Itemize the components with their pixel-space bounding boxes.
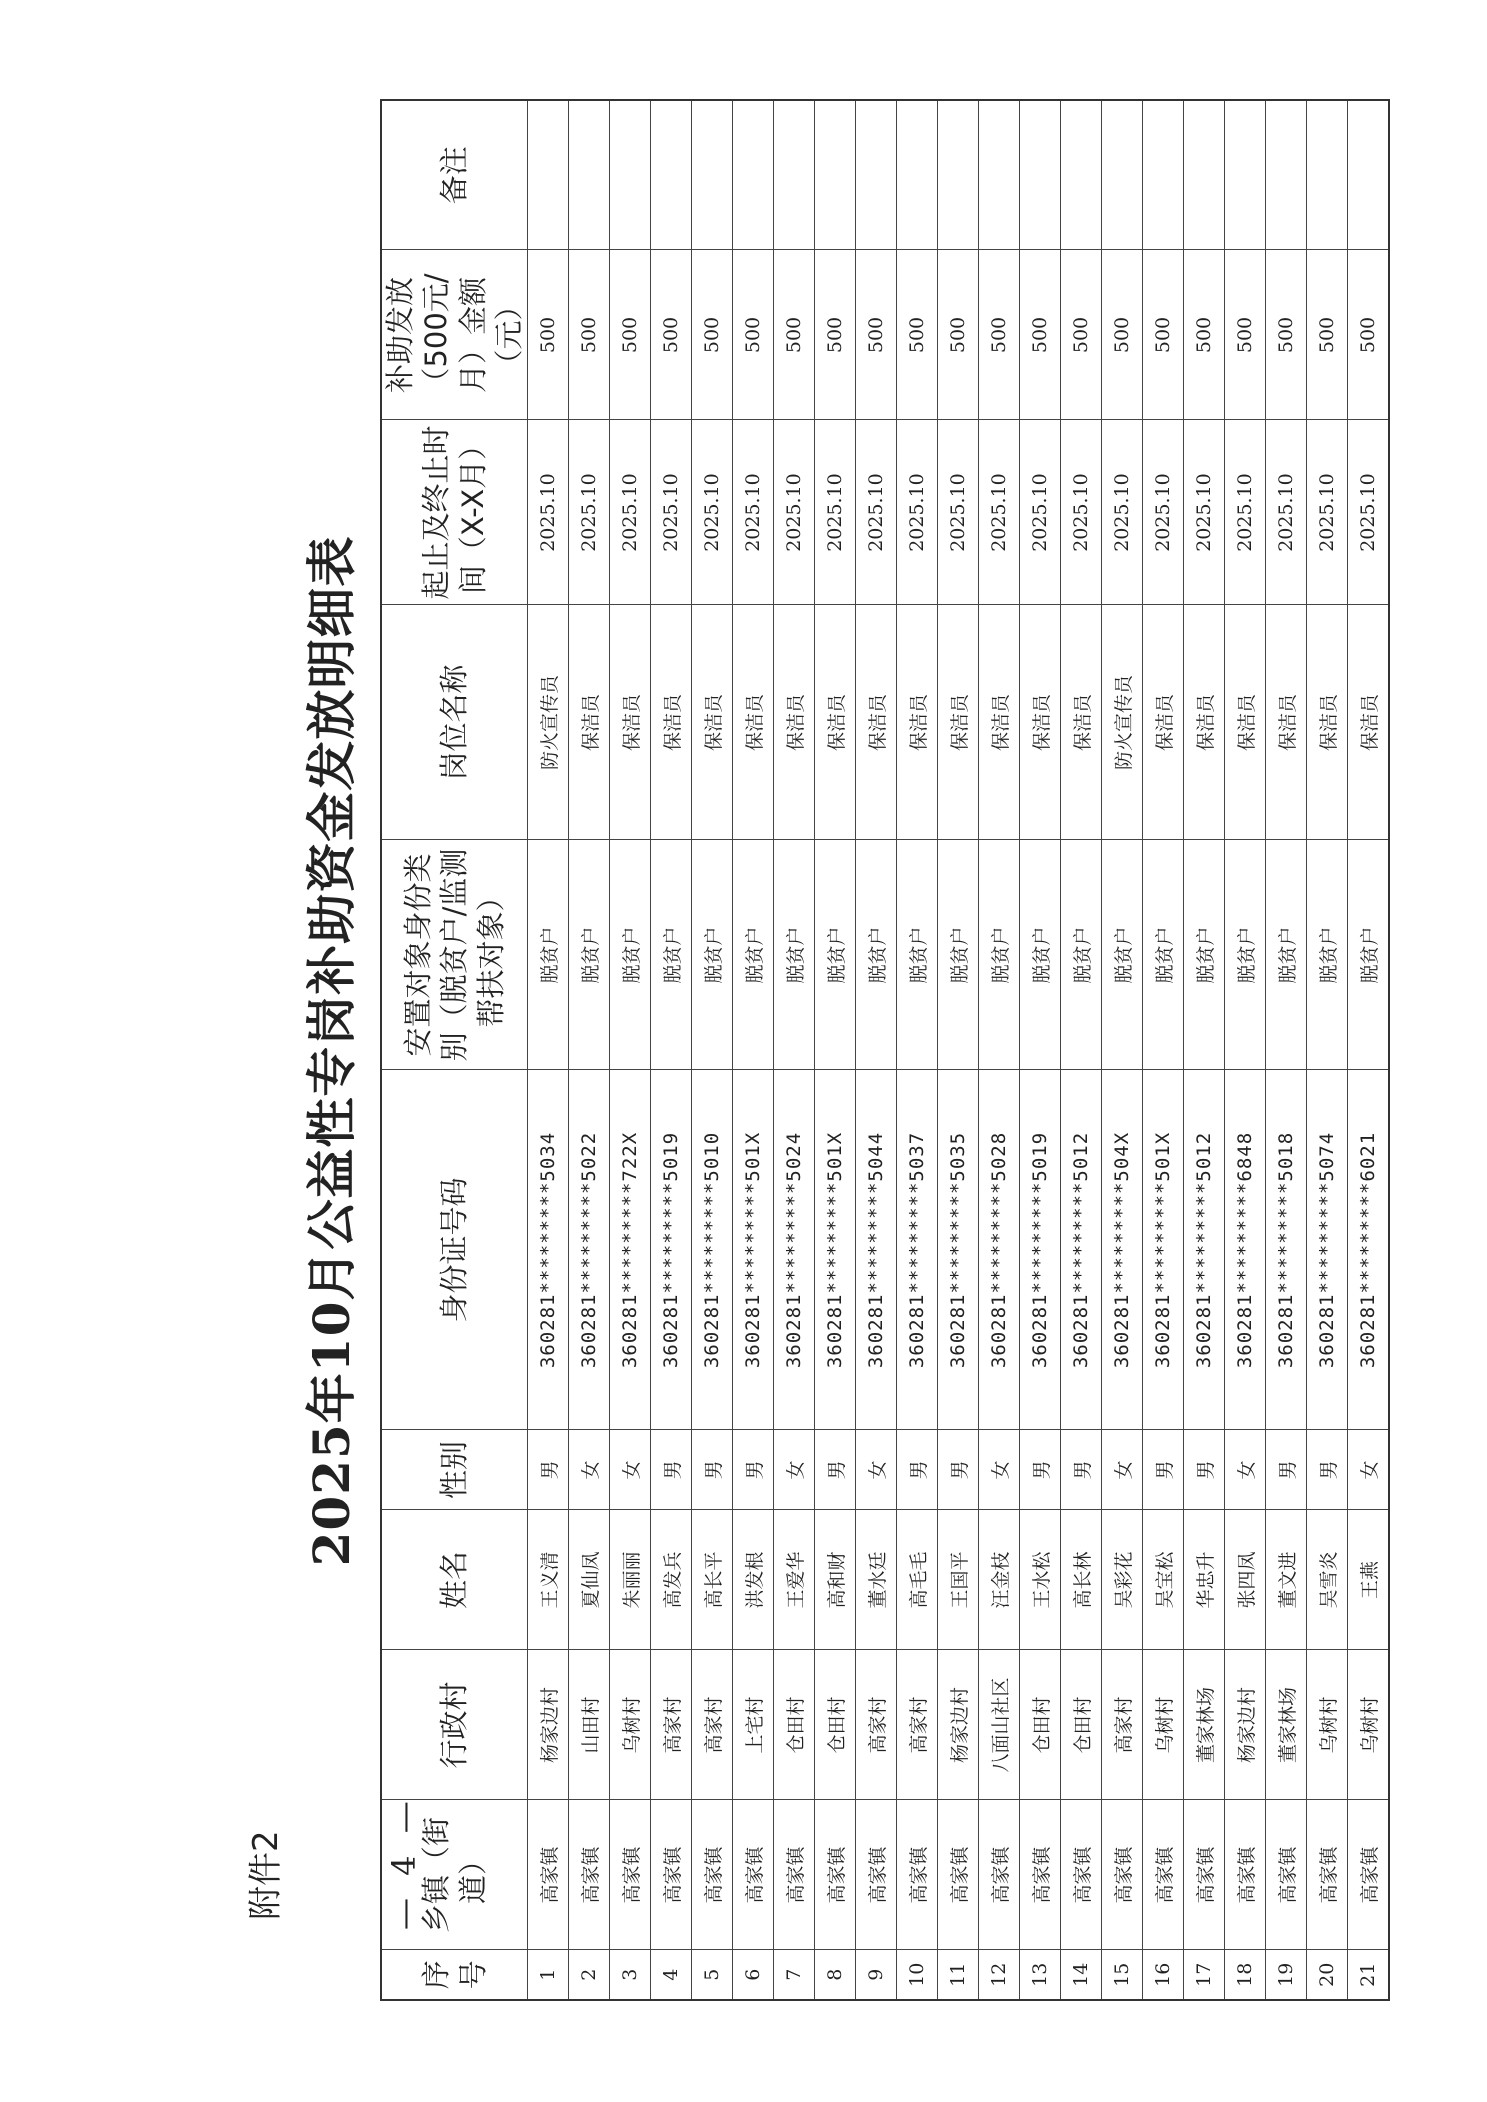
- cell-identity-category: 脱贫户: [1348, 840, 1390, 1070]
- table-row: [692, 100, 733, 2000]
- table-row: [1102, 100, 1143, 2000]
- cell-id-number: 360281*********6848: [1225, 1070, 1266, 1430]
- cell-village: 高家村: [1102, 1650, 1143, 1800]
- table-row: [938, 100, 979, 2000]
- cell-identity-category: 脱贫户: [1307, 840, 1348, 1070]
- cell-amount: 500: [651, 250, 692, 420]
- cell-id-number: 360281*********501X: [1143, 1070, 1184, 1430]
- cell-index: 18: [1225, 1950, 1266, 2000]
- table-row: [774, 100, 815, 2000]
- cell-village: 仓田村: [1020, 1650, 1061, 1800]
- cell-amount: 500: [897, 250, 938, 420]
- cell-identity-category: 脱贫户: [856, 840, 897, 1070]
- header-index: 序号: [381, 1950, 528, 2000]
- cell-gender: 女: [856, 1430, 897, 1510]
- cell-id-number: 360281*********5035: [938, 1070, 979, 1430]
- table-row: [1266, 100, 1307, 2000]
- table-row: [610, 100, 651, 2000]
- cell-index: 17: [1184, 1950, 1225, 2000]
- cell-position: 保洁员: [774, 605, 815, 840]
- cell-amount: 500: [1102, 250, 1143, 420]
- cell-identity-category: 脱贫户: [1184, 840, 1225, 1070]
- cell-id-number: 360281*********5024: [774, 1070, 815, 1430]
- cell-index: 5: [692, 1950, 733, 2000]
- cell-township: 高家镇: [733, 1800, 774, 1950]
- cell-township: 高家镇: [815, 1800, 856, 1950]
- cell-remark: [774, 100, 815, 250]
- header-id-number: 身份证号码: [381, 1070, 528, 1430]
- cell-remark: [1102, 100, 1143, 250]
- cell-village: 上宅村: [733, 1650, 774, 1800]
- cell-gender: 男: [938, 1430, 979, 1510]
- cell-village: 杨家边村: [938, 1650, 979, 1800]
- table-row: [897, 100, 938, 2000]
- cell-amount: 500: [610, 250, 651, 420]
- cell-village: 杨家边村: [528, 1650, 569, 1800]
- cell-village: 高家村: [651, 1650, 692, 1800]
- cell-index: 2: [569, 1950, 610, 2000]
- cell-period: 2025.10: [1061, 420, 1102, 605]
- cell-remark: [1184, 100, 1225, 250]
- cell-period: 2025.10: [979, 420, 1020, 605]
- cell-position: 保洁员: [692, 605, 733, 840]
- cell-id-number: 360281*********5010: [692, 1070, 733, 1430]
- cell-period: 2025.10: [1307, 420, 1348, 605]
- cell-position: 保洁员: [569, 605, 610, 840]
- table-row: [1348, 100, 1390, 2000]
- cell-township: 高家镇: [979, 1800, 1020, 1950]
- cell-identity-category: 脱贫户: [897, 840, 938, 1070]
- cell-identity-category: 脱贫户: [815, 840, 856, 1070]
- cell-identity-category: 脱贫户: [733, 840, 774, 1070]
- cell-name: 高长平: [692, 1510, 733, 1650]
- cell-remark: [856, 100, 897, 250]
- cell-village: 董家林场: [1266, 1650, 1307, 1800]
- table-row: [979, 100, 1020, 2000]
- cell-position: 保洁员: [651, 605, 692, 840]
- cell-index: 9: [856, 1950, 897, 2000]
- cell-id-number: 360281*********5034: [528, 1070, 569, 1430]
- cell-period: 2025.10: [610, 420, 651, 605]
- cell-identity-category: 脱贫户: [1225, 840, 1266, 1070]
- subsidy-table-wrapper: [380, 101, 1380, 2001]
- cell-village: 乌树村: [1307, 1650, 1348, 1800]
- cell-name: 洪发根: [733, 1510, 774, 1650]
- cell-township: 高家镇: [651, 1800, 692, 1950]
- cell-remark: [1266, 100, 1307, 250]
- cell-position: 保洁员: [1143, 605, 1184, 840]
- cell-position: 保洁员: [1061, 605, 1102, 840]
- cell-gender: 女: [1225, 1430, 1266, 1510]
- attachment-label: 附件2: [246, 1830, 286, 1920]
- cell-period: 2025.10: [1102, 420, 1143, 605]
- cell-position: 保洁员: [1184, 605, 1225, 840]
- cell-amount: 500: [1225, 250, 1266, 420]
- cell-township: 高家镇: [1307, 1800, 1348, 1950]
- cell-amount: 500: [1061, 250, 1102, 420]
- cell-identity-category: 脱贫户: [569, 840, 610, 1070]
- cell-name: 朱丽丽: [610, 1510, 651, 1650]
- cell-period: 2025.10: [569, 420, 610, 605]
- cell-period: 2025.10: [1184, 420, 1225, 605]
- cell-township: 高家镇: [938, 1800, 979, 1950]
- cell-gender: 男: [1184, 1430, 1225, 1510]
- cell-identity-category: 脱贫户: [610, 840, 651, 1070]
- cell-amount: 500: [979, 250, 1020, 420]
- cell-index: 20: [1307, 1950, 1348, 2000]
- header-name: 姓名: [381, 1510, 528, 1650]
- cell-identity-category: 脱贫户: [979, 840, 1020, 1070]
- cell-remark: [979, 100, 1020, 250]
- cell-index: 10: [897, 1950, 938, 2000]
- cell-name: 高和财: [815, 1510, 856, 1650]
- header-township: 乡镇（街道）: [381, 1800, 528, 1950]
- cell-remark: [610, 100, 651, 250]
- cell-index: 4: [651, 1950, 692, 2000]
- cell-name: 张四凤: [1225, 1510, 1266, 1650]
- cell-township: 高家镇: [1020, 1800, 1061, 1950]
- cell-gender: 女: [1102, 1430, 1143, 1510]
- cell-gender: 男: [897, 1430, 938, 1510]
- cell-name: 董水廷: [856, 1510, 897, 1650]
- cell-amount: 500: [692, 250, 733, 420]
- cell-index: 8: [815, 1950, 856, 2000]
- cell-gender: 男: [1266, 1430, 1307, 1510]
- cell-position: 保洁员: [733, 605, 774, 840]
- rotated-page: [280, 101, 1380, 2001]
- cell-position: 保洁员: [1020, 605, 1061, 840]
- cell-gender: 女: [610, 1430, 651, 1510]
- cell-identity-category: 脱贫户: [1143, 840, 1184, 1070]
- cell-gender: 男: [1020, 1430, 1061, 1510]
- cell-id-number: 360281*********5074: [1307, 1070, 1348, 1430]
- cell-id-number: 360281*********6021: [1348, 1070, 1390, 1430]
- cell-identity-category: 脱贫户: [692, 840, 733, 1070]
- cell-period: 2025.10: [692, 420, 733, 605]
- cell-name: 吴宝松: [1143, 1510, 1184, 1650]
- cell-village: 八面山社区: [979, 1650, 1020, 1800]
- cell-identity-category: 脱贫户: [774, 840, 815, 1070]
- document-title: 2025年10月公益性专岗补助资金发放明细表: [302, 535, 361, 1567]
- cell-remark: [1143, 100, 1184, 250]
- cell-index: 11: [938, 1950, 979, 2000]
- cell-identity-category: 脱贫户: [1020, 840, 1061, 1070]
- cell-position: 保洁员: [1266, 605, 1307, 840]
- cell-position: 保洁员: [979, 605, 1020, 840]
- cell-township: 高家镇: [1102, 1800, 1143, 1950]
- header-remark: 备注: [381, 100, 528, 250]
- cell-amount: 500: [1266, 250, 1307, 420]
- cell-index: 1: [528, 1950, 569, 2000]
- cell-period: 2025.10: [733, 420, 774, 605]
- table-row: [856, 100, 897, 2000]
- cell-township: 高家镇: [1184, 1800, 1225, 1950]
- cell-remark: [1348, 100, 1390, 250]
- table-row: [1020, 100, 1061, 2000]
- cell-period: 2025.10: [1143, 420, 1184, 605]
- cell-amount: 500: [1020, 250, 1061, 420]
- cell-identity-category: 脱贫户: [1266, 840, 1307, 1070]
- cell-township: 高家镇: [897, 1800, 938, 1950]
- cell-amount: 500: [938, 250, 979, 420]
- cell-village: 高家村: [897, 1650, 938, 1800]
- cell-name: 华忠升: [1184, 1510, 1225, 1650]
- cell-gender: 女: [979, 1430, 1020, 1510]
- table-row: [1061, 100, 1102, 2000]
- cell-index: 3: [610, 1950, 651, 2000]
- cell-gender: 男: [1061, 1430, 1102, 1510]
- cell-period: 2025.10: [1225, 420, 1266, 605]
- cell-name: 吴雪炎: [1307, 1510, 1348, 1650]
- cell-township: 高家镇: [856, 1800, 897, 1950]
- cell-name: 王国平: [938, 1510, 979, 1650]
- cell-period: 2025.10: [651, 420, 692, 605]
- cell-amount: 500: [733, 250, 774, 420]
- cell-id-number: 360281*********501X: [815, 1070, 856, 1430]
- cell-name: 王水松: [1020, 1510, 1061, 1650]
- cell-index: 14: [1061, 1950, 1102, 2000]
- cell-gender: 男: [1307, 1430, 1348, 1510]
- cell-index: 16: [1143, 1950, 1184, 2000]
- cell-village: 高家村: [692, 1650, 733, 1800]
- cell-index: 12: [979, 1950, 1020, 2000]
- cell-gender: 男: [692, 1430, 733, 1510]
- cell-village: 高家村: [856, 1650, 897, 1800]
- cell-amount: 500: [774, 250, 815, 420]
- page-number: — 4 —: [385, 1795, 423, 1930]
- cell-village: 仓田村: [774, 1650, 815, 1800]
- cell-id-number: 360281*********5044: [856, 1070, 897, 1430]
- cell-position: 保洁员: [610, 605, 651, 840]
- table-row: [815, 100, 856, 2000]
- cell-gender: 女: [774, 1430, 815, 1510]
- cell-amount: 500: [1348, 250, 1390, 420]
- cell-position: 防火宣传员: [1102, 605, 1143, 840]
- cell-id-number: 360281*********5037: [897, 1070, 938, 1430]
- header-gender: 性别: [381, 1430, 528, 1510]
- table-row: [1225, 100, 1266, 2000]
- cell-village: 董家林场: [1184, 1650, 1225, 1800]
- table-row: [1143, 100, 1184, 2000]
- cell-identity-category: 脱贫户: [1102, 840, 1143, 1070]
- cell-township: 高家镇: [1061, 1800, 1102, 1950]
- header-period: 起止及终止时间（X-X月）: [381, 420, 528, 605]
- cell-amount: 500: [1307, 250, 1348, 420]
- cell-village: 仓田村: [1061, 1650, 1102, 1800]
- cell-remark: [897, 100, 938, 250]
- cell-index: 13: [1020, 1950, 1061, 2000]
- cell-township: 高家镇: [610, 1800, 651, 1950]
- cell-gender: 男: [651, 1430, 692, 1510]
- table-body: [528, 100, 1390, 2000]
- cell-gender: 女: [569, 1430, 610, 1510]
- cell-id-number: 360281*********5022: [569, 1070, 610, 1430]
- cell-gender: 男: [1143, 1430, 1184, 1510]
- cell-name: 吴彩花: [1102, 1510, 1143, 1650]
- cell-remark: [1307, 100, 1348, 250]
- cell-village: 乌树村: [610, 1650, 651, 1800]
- cell-name: 夏仙凤: [569, 1510, 610, 1650]
- cell-position: 保洁员: [1348, 605, 1390, 840]
- cell-period: 2025.10: [1020, 420, 1061, 605]
- cell-name: 王燕: [1348, 1510, 1390, 1650]
- cell-id-number: 360281*********5019: [651, 1070, 692, 1430]
- cell-name: 王爱华: [774, 1510, 815, 1650]
- cell-remark: [815, 100, 856, 250]
- cell-period: 2025.10: [774, 420, 815, 605]
- cell-township: 高家镇: [1225, 1800, 1266, 1950]
- cell-name: 汪金枝: [979, 1510, 1020, 1650]
- cell-id-number: 360281*********5012: [1184, 1070, 1225, 1430]
- cell-index: 15: [1102, 1950, 1143, 2000]
- cell-gender: 女: [1348, 1430, 1390, 1510]
- table-row: [733, 100, 774, 2000]
- cell-township: 高家镇: [528, 1800, 569, 1950]
- cell-gender: 男: [733, 1430, 774, 1510]
- cell-amount: 500: [528, 250, 569, 420]
- cell-period: 2025.10: [528, 420, 569, 605]
- header-position: 岗位名称: [381, 605, 528, 840]
- cell-remark: [1020, 100, 1061, 250]
- cell-township: 高家镇: [1143, 1800, 1184, 1950]
- cell-position: 保洁员: [856, 605, 897, 840]
- cell-remark: [733, 100, 774, 250]
- table-row: [651, 100, 692, 2000]
- cell-position: 保洁员: [1225, 605, 1266, 840]
- cell-amount: 500: [815, 250, 856, 420]
- cell-position: 保洁员: [938, 605, 979, 840]
- cell-identity-category: 脱贫户: [938, 840, 979, 1070]
- cell-index: 19: [1266, 1950, 1307, 2000]
- cell-position: 防火宣传员: [528, 605, 569, 840]
- cell-village: 乌树村: [1348, 1650, 1390, 1800]
- cell-village: 乌树村: [1143, 1650, 1184, 1800]
- cell-name: 董文进: [1266, 1510, 1307, 1650]
- cell-township: 高家镇: [1266, 1800, 1307, 1950]
- subsidy-table: [380, 99, 1390, 2001]
- cell-gender: 男: [528, 1430, 569, 1510]
- header-identity-category: 安置对象身份类别（脱贫户/监测帮扶对象）: [381, 840, 528, 1070]
- cell-id-number: 360281*********5018: [1266, 1070, 1307, 1430]
- cell-remark: [938, 100, 979, 250]
- cell-period: 2025.10: [1266, 420, 1307, 605]
- table-row: [528, 100, 569, 2000]
- cell-identity-category: 脱贫户: [651, 840, 692, 1070]
- cell-township: 高家镇: [692, 1800, 733, 1950]
- cell-id-number: 360281*********5019: [1020, 1070, 1061, 1430]
- cell-remark: [692, 100, 733, 250]
- cell-index: 21: [1348, 1950, 1390, 2000]
- header-village: 行政村: [381, 1650, 528, 1800]
- cell-remark: [1061, 100, 1102, 250]
- cell-id-number: 360281*********722X: [610, 1070, 651, 1430]
- header-amount: 补助发放（500元/月）金额（元）: [381, 250, 528, 420]
- cell-position: 保洁员: [897, 605, 938, 840]
- cell-identity-category: 脱贫户: [1061, 840, 1102, 1070]
- cell-period: 2025.10: [1348, 420, 1390, 605]
- table-header-row: [381, 100, 528, 2000]
- cell-name: 高长林: [1061, 1510, 1102, 1650]
- cell-amount: 500: [1184, 250, 1225, 420]
- cell-remark: [569, 100, 610, 250]
- cell-village: 山田村: [569, 1650, 610, 1800]
- cell-remark: [528, 100, 569, 250]
- cell-period: 2025.10: [897, 420, 938, 605]
- cell-name: 高毛毛: [897, 1510, 938, 1650]
- table-row: [1184, 100, 1225, 2000]
- cell-period: 2025.10: [938, 420, 979, 605]
- cell-id-number: 360281*********5028: [979, 1070, 1020, 1430]
- cell-amount: 500: [856, 250, 897, 420]
- cell-name: 王义清: [528, 1510, 569, 1650]
- cell-remark: [651, 100, 692, 250]
- cell-id-number: 360281*********501X: [733, 1070, 774, 1430]
- cell-township: 高家镇: [569, 1800, 610, 1950]
- cell-position: 保洁员: [815, 605, 856, 840]
- table-row: [569, 100, 610, 2000]
- cell-id-number: 360281*********504X: [1102, 1070, 1143, 1430]
- cell-township: 高家镇: [1348, 1800, 1390, 1950]
- cell-position: 保洁员: [1307, 605, 1348, 840]
- cell-index: 6: [733, 1950, 774, 2000]
- cell-identity-category: 脱贫户: [528, 840, 569, 1070]
- cell-name: 高发兵: [651, 1510, 692, 1650]
- cell-index: 7: [774, 1950, 815, 2000]
- cell-village: 杨家边村: [1225, 1650, 1266, 1800]
- cell-id-number: 360281*********5012: [1061, 1070, 1102, 1430]
- cell-period: 2025.10: [856, 420, 897, 605]
- cell-township: 高家镇: [774, 1800, 815, 1950]
- cell-village: 仓田村: [815, 1650, 856, 1800]
- cell-remark: [1225, 100, 1266, 250]
- cell-period: 2025.10: [815, 420, 856, 605]
- table-row: [1307, 100, 1348, 2000]
- cell-amount: 500: [1143, 250, 1184, 420]
- cell-amount: 500: [569, 250, 610, 420]
- cell-gender: 男: [815, 1430, 856, 1510]
